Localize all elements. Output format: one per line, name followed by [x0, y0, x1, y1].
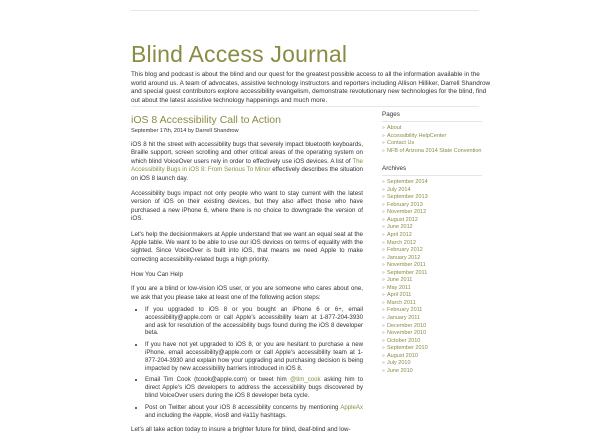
sidebar-archive-link[interactable]: » December 2010 — [382, 323, 482, 331]
sidebar-archive-link[interactable]: » January 2011 — [382, 315, 482, 323]
list-item: • If you upgraded to iOS 8 or you bought an iPhone 6 or 6+, email accessibility@apple.com or call Apple's accessibility team at 1-877-204-3930 and ask for resolution of the accessibility bugs found during the iOS 8 developer beta. — [145, 306, 363, 337]
sidebar-archive-link[interactable]: » April 2011 — [382, 292, 482, 300]
sidebar-archive-link[interactable]: » January 2012 — [382, 255, 482, 263]
pages-heading: Pages — [382, 111, 400, 118]
sidebar-archive-link[interactable]: » November 2011 — [382, 262, 482, 270]
action-steps-list — [145, 306, 363, 419]
sidebar-archive-link[interactable]: » May 2011 — [382, 285, 482, 293]
post — [131, 114, 363, 435]
post-title[interactable]: iOS 8 Accessibility Call to Action — [131, 114, 281, 126]
post-paragraph-2: Accessibility bugs impact not only people who want to stay current with the latest version of iOS on their existing devices, but they also affect those who have purchased a new iPhone 6, where there is no choice to downgrade the version of iOS. — [131, 190, 363, 223]
sidebar-archive-link[interactable]: » August 2012 — [382, 217, 482, 225]
archives-list — [382, 179, 482, 375]
step4-text: Post on Twitter about your iOS 8 accessibility concerns by mentioning — [145, 403, 339, 411]
sidebar-page-link[interactable]: » Accessibility HelpCenter — [382, 133, 482, 141]
post-paragraph-1 — [131, 141, 363, 183]
sidebar-archive-link[interactable]: » October 2010 — [382, 338, 482, 346]
site-tagline: This blog and podcast is about the blind and our quest for the greatest possible access to all the information available in the world around us. A team of advocates, assistive technology instructors and reporters including Allison Hilliker, Darrell Shandrow and special guest contributors explore accessibility evangelism, demonstrate revolutionary new technologies for the blind, find out about the latest assistive technology happenings and much more. — [131, 71, 491, 104]
archives-heading: Archives — [382, 165, 407, 173]
sidebar-page-link[interactable]: » NFB of Arizona 2014 State Convention — [382, 148, 482, 156]
sidebar — [382, 111, 482, 385]
header-divider — [131, 106, 479, 107]
how-you-can-help-heading: How You Can Help — [131, 271, 183, 279]
p1-text-a: iOS 8 hit the street with accessibility bugs that severely impact bluetooth keyboards, Braille support, screen scrolling and other critical areas of the operating system on which blind VoiceOver users rely in order to effectively use iOS devices. A list of — [131, 141, 363, 165]
sidebar-archive-link[interactable]: » November 2010 — [382, 330, 482, 338]
sidebar-archive-link[interactable]: » September 2014 — [382, 179, 482, 187]
post-paragraph-3: Let's help the decisionmakers at Apple understand that we want an equal seat at the Apple table. We want to be able to use our iOS devices on terms of equality with the sighted. Since VoiceOver is built into iOS, that means we need Apple to make correcting accessibility-related bugs a high priority. — [131, 230, 363, 263]
step3-rest: asking him to direct Apple's iOS developers to address the accessibility bugs discovered by blind VoiceOver users during the iOS 8 developer beta cycle. — [145, 376, 363, 400]
p1-text-b: effectively describes the situation on iOS 8 launch day. — [131, 166, 363, 182]
list-item — [145, 376, 363, 399]
sidebar-archive-link[interactable]: » February 2012 — [382, 247, 482, 255]
sidebar-archive-link[interactable]: » March 2011 — [382, 300, 482, 308]
sidebar-archive-link[interactable]: » July 2014 — [382, 187, 482, 195]
sidebar-archive-link[interactable]: » September 2010 — [382, 345, 482, 353]
step4-rest: and including the #apple, #ios8 and #a11y hashtags. — [145, 411, 287, 419]
bugs-list-link[interactable]: The Accessibility Bugs in iOS 8: From Serious To Minor — [131, 157, 363, 174]
pages-list — [382, 125, 482, 155]
sidebar-page-link[interactable]: » About — [382, 125, 482, 133]
sidebar-archive-link[interactable]: » June 2011 — [382, 277, 482, 285]
top-divider — [131, 10, 479, 11]
site-title[interactable]: Blind Access Journal — [131, 41, 348, 67]
sidebar-archive-link[interactable]: » June 2010 — [382, 368, 482, 376]
list-item: • If you have not yet upgraded to iOS 8, or you are hesitant to purchase a new iPhone, email accessibility@apple.com or call Apple's accessibility team at 1-877-204-3930 and explain how your upgrading and purchasing decision is being impacted by new accessibility barriers introduced in iOS 8. — [145, 341, 363, 372]
tim-cook-twitter-link[interactable]: @tim_cook — [290, 376, 321, 384]
archives-widget — [382, 165, 482, 375]
appleax-twitter-link[interactable]: AppleAx — [340, 403, 364, 411]
sidebar-archive-link[interactable]: » June 2012 — [382, 224, 482, 232]
post-paragraph-5: Let's all take action today to insure a brighter future for blind, deaf-blind and low- — [131, 426, 351, 434]
site-header — [131, 40, 491, 105]
post-paragraph-4: If you are a blind or low-vision iOS user, or you are someone who cares about one, we ask that you please take at least one of the following action steps: — [131, 285, 363, 301]
list-item — [145, 404, 363, 420]
sidebar-archive-link[interactable]: » August 2010 — [382, 353, 482, 361]
sidebar-divider — [382, 121, 482, 122]
sidebar-archive-link[interactable]: » April 2012 — [382, 232, 482, 240]
sidebar-archive-link[interactable]: » November 2012 — [382, 209, 482, 217]
sidebar-archive-link[interactable]: » July 2010 — [382, 360, 482, 368]
sidebar-archive-link[interactable]: » March 2012 — [382, 240, 482, 248]
sidebar-archive-link[interactable]: » September 2011 — [382, 270, 482, 278]
sidebar-archive-link[interactable]: » September 2013 — [382, 194, 482, 202]
pages-widget — [382, 111, 482, 155]
sidebar-archive-link[interactable]: » February 2011 — [382, 307, 482, 315]
sidebar-archive-link[interactable]: » February 2013 — [382, 202, 482, 210]
sidebar-page-link[interactable]: » Contact Us — [382, 140, 482, 148]
step3-text: Email Tim Cook (tcook@apple.com) or tweet him — [145, 376, 287, 384]
sidebar-divider — [382, 175, 482, 176]
post-meta: September 17th, 2014 by Darrell Shandrow — [131, 128, 239, 134]
